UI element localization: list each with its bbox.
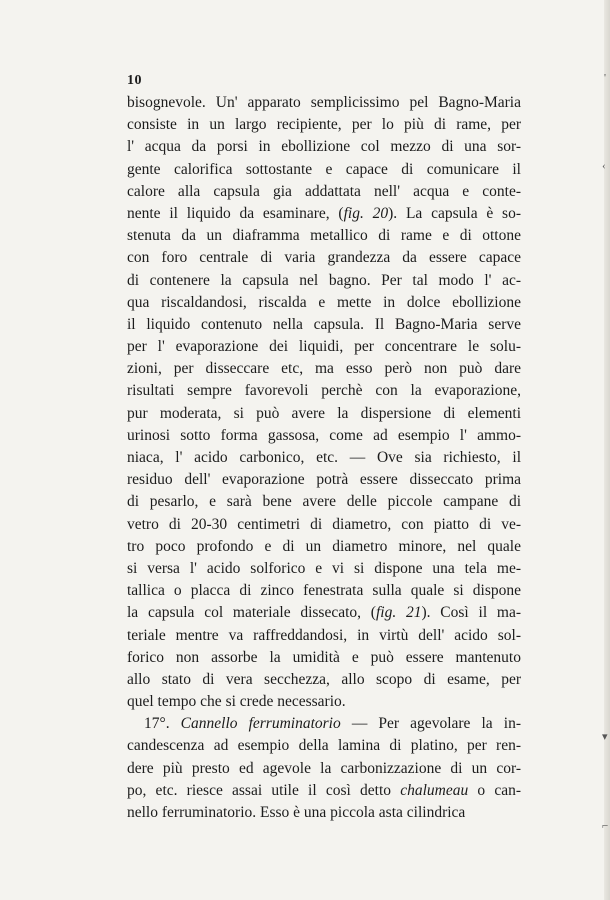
text-line xyxy=(127,292,521,314)
text-line xyxy=(127,558,521,580)
text-segment: fig. 21 xyxy=(375,604,422,622)
text-line xyxy=(127,225,521,247)
text-segment: residuo dell' evaporazione potrà essere disseccato prima xyxy=(127,471,521,489)
text-line xyxy=(127,270,521,292)
text-line xyxy=(127,580,521,602)
text-line xyxy=(127,403,521,425)
text-segment: stenuta da un diaframma metallico di rame e di ottone xyxy=(127,227,521,245)
text-line xyxy=(127,159,521,181)
text-segment: tallica o placca di zinco fenestrata sulla quale si dispone xyxy=(127,582,521,600)
text-segment: — Per agevolare la in- xyxy=(340,715,521,733)
text-segment: Cannello ferruminatorio xyxy=(180,715,341,733)
text-segment: quel tempo che si crede necessario. xyxy=(127,693,346,711)
text-segment: niaca, l' acido carbonico, etc. — Ove sia richiesto, il xyxy=(127,449,521,466)
text-segment: urinosi sotto forma gassosa, come ad esempio l' ammo- xyxy=(127,426,521,444)
text-line xyxy=(127,469,521,491)
text-segment: allo stato di vera secchezza, allo scopo di esame, per xyxy=(127,670,521,688)
text-line xyxy=(127,536,521,558)
margin-mark: ‹ xyxy=(602,160,606,172)
text-line xyxy=(127,713,521,735)
text-segment: zioni, per disseccare etc, ma esso però non può dare xyxy=(127,360,521,378)
margin-mark: ▾ xyxy=(602,731,608,743)
text-segment: consiste in un largo recipiente, per lo più di rame, per xyxy=(127,116,521,134)
text-line xyxy=(127,314,521,336)
text-segment: fig. 20 xyxy=(343,204,389,222)
text-segment: o can- xyxy=(468,781,521,799)
text-line xyxy=(127,780,521,802)
text-line xyxy=(127,336,521,358)
text-line xyxy=(127,181,521,203)
text-segment: forico non assorbe la umidità e può essere mantenuto xyxy=(127,648,521,666)
text-segment: risultati sempre favorevoli perchè con la evaporazione, xyxy=(127,382,521,400)
text-line xyxy=(127,669,521,691)
text-line xyxy=(127,380,521,402)
text-line xyxy=(127,647,521,669)
text-segment: teriale mentre va raffreddandosi, in virtù dell' acido sol- xyxy=(127,626,521,644)
text-line xyxy=(127,114,521,136)
text-segment: la capsula col materiale dissecato, ( xyxy=(127,604,376,622)
text-segment: po, etc. riesce assai utile il così detto xyxy=(127,781,401,799)
page-edge-shadow xyxy=(604,0,610,900)
text-segment: candescenza ad esempio della lamina di platino, per ren- xyxy=(127,737,521,755)
text-line xyxy=(127,425,521,447)
text-line xyxy=(127,92,521,114)
text-segment: l' acqua da porsi in ebollizione col mezzo di una sor- xyxy=(127,138,521,156)
text-segment: 17°. xyxy=(144,715,181,733)
text-line xyxy=(127,447,521,469)
margin-mark: ⌐ xyxy=(602,820,609,832)
text-line xyxy=(127,247,521,269)
text-line xyxy=(127,691,521,713)
text-segment: dere più presto ed agevole la carbonizzazione di un cor- xyxy=(127,759,521,777)
text-line xyxy=(127,758,521,780)
text-segment: il liquido contenuto nella capsula. Il Bagno-Maria serve xyxy=(127,315,521,333)
text-line xyxy=(127,514,521,536)
text-segment: per l' evaporazione dei liquidi, per concentrare le solu- xyxy=(127,338,521,356)
text-segment: di pesarlo, e sarà bene avere delle piccole campane di xyxy=(127,493,521,511)
text-segment: ). La capsula è so- xyxy=(388,204,521,222)
text-line xyxy=(127,136,521,158)
text-segment: bisognevole. Un' apparato semplicissimo pel Bagno-Maria xyxy=(127,94,521,111)
text-segment: chalumeau xyxy=(400,781,469,799)
text-segment: nello ferruminatorio. Esso è una piccola asta cilindrica xyxy=(127,804,466,821)
text-segment: di contenere la capsula nel bagno. Per tal modo l' ac- xyxy=(127,271,521,289)
body-text xyxy=(127,92,521,824)
text-line xyxy=(127,491,521,513)
text-segment: ). Così il ma- xyxy=(421,604,521,622)
text-segment: vetro di 20-30 centimetri di diametro, con piatto di ve- xyxy=(127,515,521,533)
text-segment: si versa l' acido solforico e vi si dispone una tela me- xyxy=(127,559,521,577)
text-segment: pur moderata, si può avere la dispersione di elementi xyxy=(127,404,521,422)
text-segment: gente calorifica sottostante e capace di comunicare il xyxy=(127,160,521,178)
text-line xyxy=(127,602,521,624)
text-segment: qua riscaldandosi, riscalda e mette in dolce ebollizione xyxy=(127,293,521,311)
text-segment: nente il liquido da esaminare, ( xyxy=(127,204,344,222)
text-line xyxy=(127,625,521,647)
text-line xyxy=(127,358,521,380)
text-line xyxy=(127,802,521,824)
margin-mark: ' xyxy=(604,72,606,84)
text-line xyxy=(127,735,521,757)
text-segment: con foro centrale di varia grandezza da essere capace xyxy=(127,249,521,267)
text-segment: calore alla capsula gia addattata nell' acqua e conte- xyxy=(127,182,521,200)
text-line xyxy=(127,203,521,225)
page-number: 10 xyxy=(127,73,142,88)
text-segment: tro poco profondo e di un diametro minore, nel quale xyxy=(127,537,521,555)
